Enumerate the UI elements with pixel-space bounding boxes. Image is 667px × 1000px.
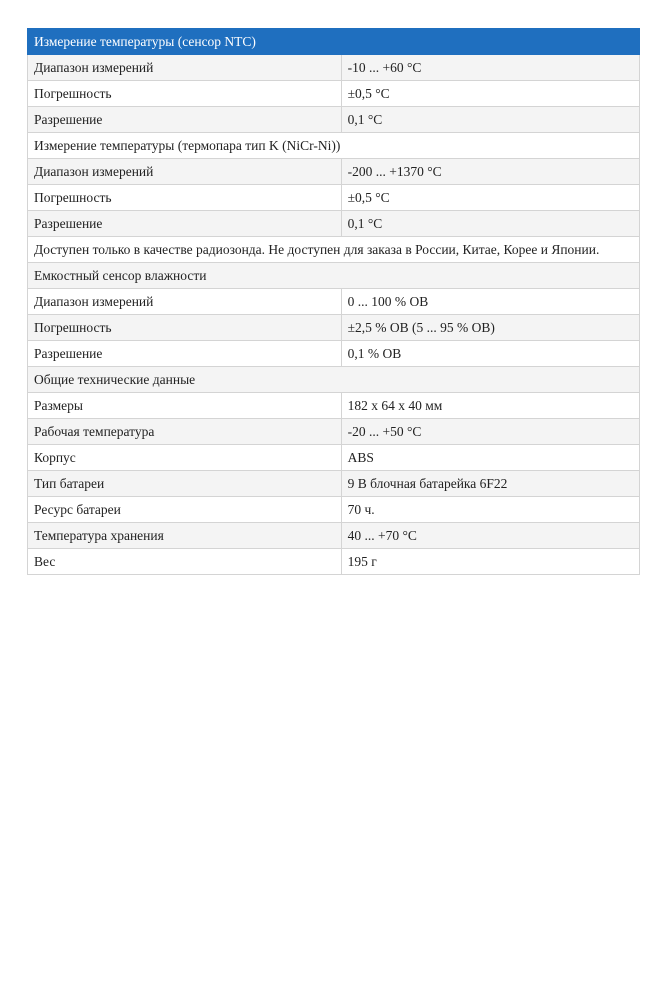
spec-value: 0,1 % ОВ <box>341 341 639 367</box>
table-row <box>28 523 640 549</box>
table-row <box>28 315 640 341</box>
table-row <box>28 289 640 315</box>
spec-value: ±2,5 % ОВ (5 ... 95 % ОВ) <box>341 315 639 341</box>
spec-value: -200 ... +1370 °C <box>341 159 639 185</box>
table-header-row <box>28 29 640 55</box>
spec-label: Ресурс батареи <box>28 497 342 523</box>
spec-value: 0,1 °C <box>341 211 639 237</box>
table-section-row <box>28 263 640 289</box>
spec-label: Погрешность <box>28 315 342 341</box>
spec-label: Температура хранения <box>28 523 342 549</box>
spec-value: -20 ... +50 °C <box>341 419 639 445</box>
table-row <box>28 419 640 445</box>
section-title: Доступен только в качестве радиозонда. Не доступен для заказа в России, Китае, Корее и Японии. <box>28 237 640 263</box>
table-section-row <box>28 237 640 263</box>
table-title: Измерение температуры (сенсор NTC) <box>28 29 640 55</box>
table-row <box>28 185 640 211</box>
spec-value: 70 ч. <box>341 497 639 523</box>
spec-table-body <box>28 29 640 575</box>
table-row <box>28 445 640 471</box>
table-row <box>28 549 640 575</box>
spec-value: -10 ... +60 °C <box>341 55 639 81</box>
table-row <box>28 497 640 523</box>
spec-value: 0,1 °C <box>341 107 639 133</box>
table-row <box>28 393 640 419</box>
spec-label: Диапазон измерений <box>28 159 342 185</box>
spec-value: ±0,5 °C <box>341 81 639 107</box>
spec-label: Разрешение <box>28 107 342 133</box>
spec-label: Погрешность <box>28 185 342 211</box>
table-section-row <box>28 367 640 393</box>
spec-value: 40 ... +70 °C <box>341 523 639 549</box>
spec-value: 195 г <box>341 549 639 575</box>
table-row <box>28 81 640 107</box>
spec-value: 0 ... 100 % ОВ <box>341 289 639 315</box>
spec-label: Диапазон измерений <box>28 55 342 81</box>
section-title: Измерение температуры (термопара тип K (NiCr-Ni)) <box>28 133 640 159</box>
spec-table <box>27 28 640 575</box>
spec-label: Погрешность <box>28 81 342 107</box>
table-row <box>28 55 640 81</box>
section-title: Общие технические данные <box>28 367 640 393</box>
spec-value: ABS <box>341 445 639 471</box>
table-section-row <box>28 133 640 159</box>
spec-label: Тип батареи <box>28 471 342 497</box>
table-row <box>28 211 640 237</box>
spec-label: Диапазон измерений <box>28 289 342 315</box>
spec-value: 9 В блочная батарейка 6F22 <box>341 471 639 497</box>
table-row <box>28 471 640 497</box>
spec-label: Корпус <box>28 445 342 471</box>
table-row <box>28 159 640 185</box>
table-row <box>28 107 640 133</box>
spec-value: 182 x 64 x 40 мм <box>341 393 639 419</box>
section-title: Емкостный сенсор влажности <box>28 263 640 289</box>
spec-label: Рабочая температура <box>28 419 342 445</box>
spec-label: Разрешение <box>28 211 342 237</box>
table-row <box>28 341 640 367</box>
spec-label: Разрешение <box>28 341 342 367</box>
spec-value: ±0,5 °C <box>341 185 639 211</box>
spec-label: Вес <box>28 549 342 575</box>
spec-label: Размеры <box>28 393 342 419</box>
